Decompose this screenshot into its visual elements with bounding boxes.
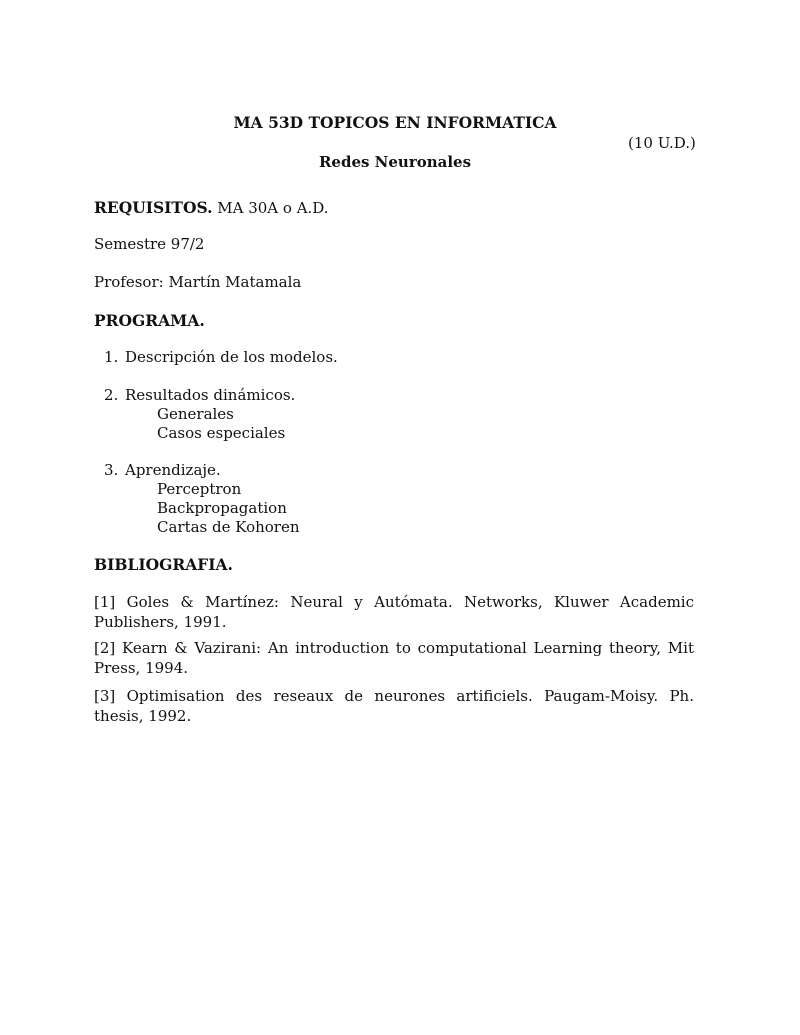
program-item-number: 3.: [104, 461, 119, 479]
program-item-number: 1.: [104, 348, 119, 366]
program-heading: PROGRAMA.: [94, 311, 205, 330]
program-subitem: Perceptron: [157, 480, 242, 498]
course-units: (10 U.D.): [628, 134, 696, 152]
bibliography-entry: [3] Optimisation des reseaux de neurones artificiels. Paugam-Moisy. Ph. thesis, 1992.: [94, 687, 694, 725]
requisites-line: [94, 199, 329, 217]
program-subitem: Backpropagation: [157, 499, 287, 517]
bibliography-entry: [2] Kearn & Vazirani: An introduction to computational Learning theory, Mit Press, 1994.: [94, 639, 694, 677]
program-item-number: 2.: [104, 386, 119, 404]
program-item-text: Descripción de los modelos.: [125, 348, 338, 366]
program-subitem: Generales: [157, 405, 234, 423]
program-subitem: Cartas de Kohoren: [157, 518, 300, 536]
program-item-text: Aprendizaje.: [125, 461, 221, 479]
requisites-value: MA 30A o A.D.: [217, 199, 329, 217]
professor: Profesor: Martín Matamala: [94, 273, 302, 291]
program-subitem: Casos especiales: [157, 424, 286, 442]
requisites-label: REQUISITOS.: [94, 198, 213, 217]
program-item-text: Resultados dinámicos.: [125, 386, 296, 404]
bibliography-heading: BIBLIOGRAFIA.: [94, 555, 233, 574]
semester: Semestre 97/2: [94, 235, 205, 253]
course-title: MA 53D TOPICOS EN INFORMATICA: [233, 113, 557, 132]
course-subtitle: Redes Neuronales: [318, 153, 472, 171]
bibliography-entry: [1] Goles & Martínez: Neural y Autómata. Networks, Kluwer Academic Publishers, 1991.: [94, 593, 694, 631]
